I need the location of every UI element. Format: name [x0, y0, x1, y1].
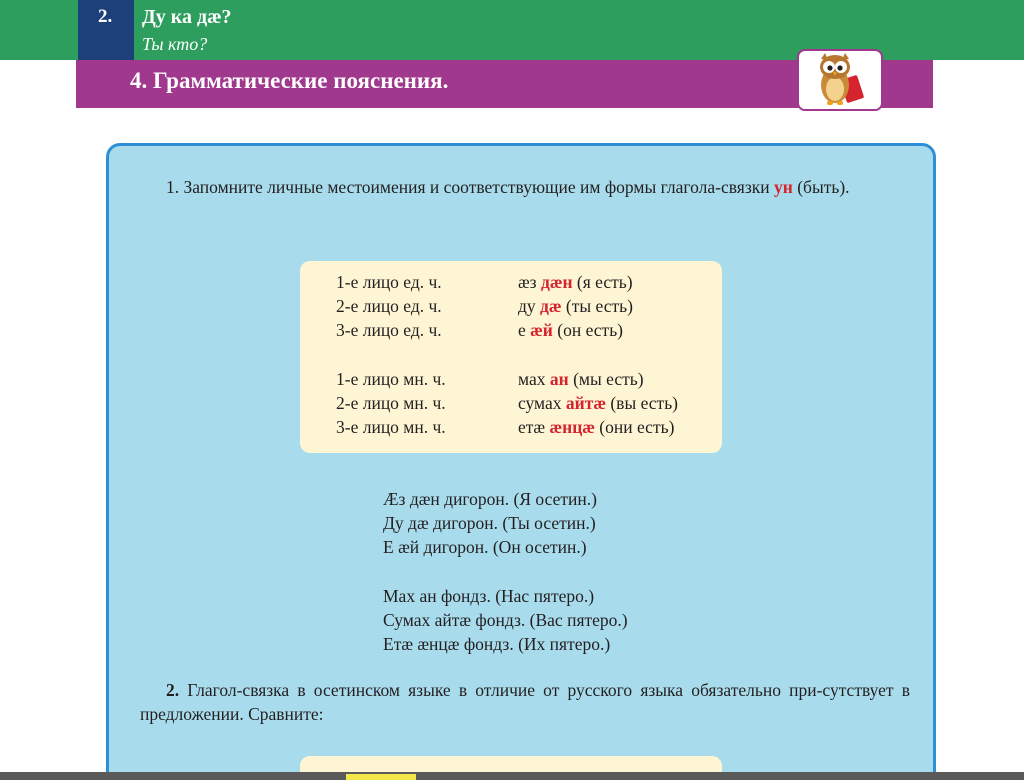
table-row-form: æз дæн (я есть)	[518, 272, 633, 292]
table-row-person: 3-е лицо мн. ч.	[336, 417, 446, 437]
lesson-subtitle: Ты кто?	[142, 34, 208, 54]
rule-1-paragraph	[140, 175, 910, 199]
example-sentence: Æз дæн дигорон. (Я осетин.)	[383, 489, 597, 509]
example-sentence: Мах ан фондз. (Нас пятеро.)	[383, 586, 595, 606]
table-row-person: 1-е лицо мн. ч.	[336, 369, 446, 389]
example-sentence: Ду дæ дигорон. (Ты осетин.)	[383, 513, 596, 533]
table-row-form: ду дæ (ты есть)	[518, 296, 633, 316]
viewer-bottom-bar	[0, 772, 1024, 780]
table-row-form: етæ æнцæ (они есть)	[518, 417, 675, 437]
table-row-form: сумах айтæ (вы есть)	[518, 393, 679, 413]
table-row-person: 3-е лицо ед. ч.	[336, 320, 442, 340]
example-sentence: Е æй дигорон. (Он осетин.)	[383, 537, 587, 557]
table-row-form: е æй (он есть)	[518, 320, 624, 340]
rule-2-paragraph	[140, 678, 910, 726]
lesson-title: Ду ка дæ?	[142, 6, 232, 28]
verb-highlight: ун	[774, 177, 793, 197]
section-title: 4. Грамматические пояснения.	[130, 68, 449, 93]
lesson-number: 2.	[98, 6, 113, 27]
rule-2-number: 2.	[166, 680, 180, 700]
table-row-person: 1-е лицо ед. ч.	[336, 272, 442, 292]
example-sentence: Сумах айтæ фондз. (Вас пятеро.)	[383, 610, 628, 630]
example-sentence: Етæ æнцæ фондз. (Их пятеро.)	[383, 634, 611, 654]
lesson-number-box	[78, 0, 134, 60]
owl-with-book-icon	[799, 51, 881, 109]
table-row-person: 2-е лицо мн. ч.	[336, 393, 446, 413]
viewer-page-tab[interactable]	[346, 774, 416, 780]
rule-2-text: Глагол-связка в осетинском языке в отличие от русского языка обязательно при-сутствует в предложении. Сравните:	[140, 680, 910, 724]
owl-illustration	[797, 49, 883, 111]
verb-gloss: (быть).	[797, 177, 850, 197]
table-row-form: мах ан (мы есть)	[518, 369, 644, 389]
table-row-person: 2-е лицо ед. ч.	[336, 296, 442, 316]
rule-1-text: 1. Запомните личные местоимения и соответствующие им формы глагола-связки	[166, 177, 770, 197]
